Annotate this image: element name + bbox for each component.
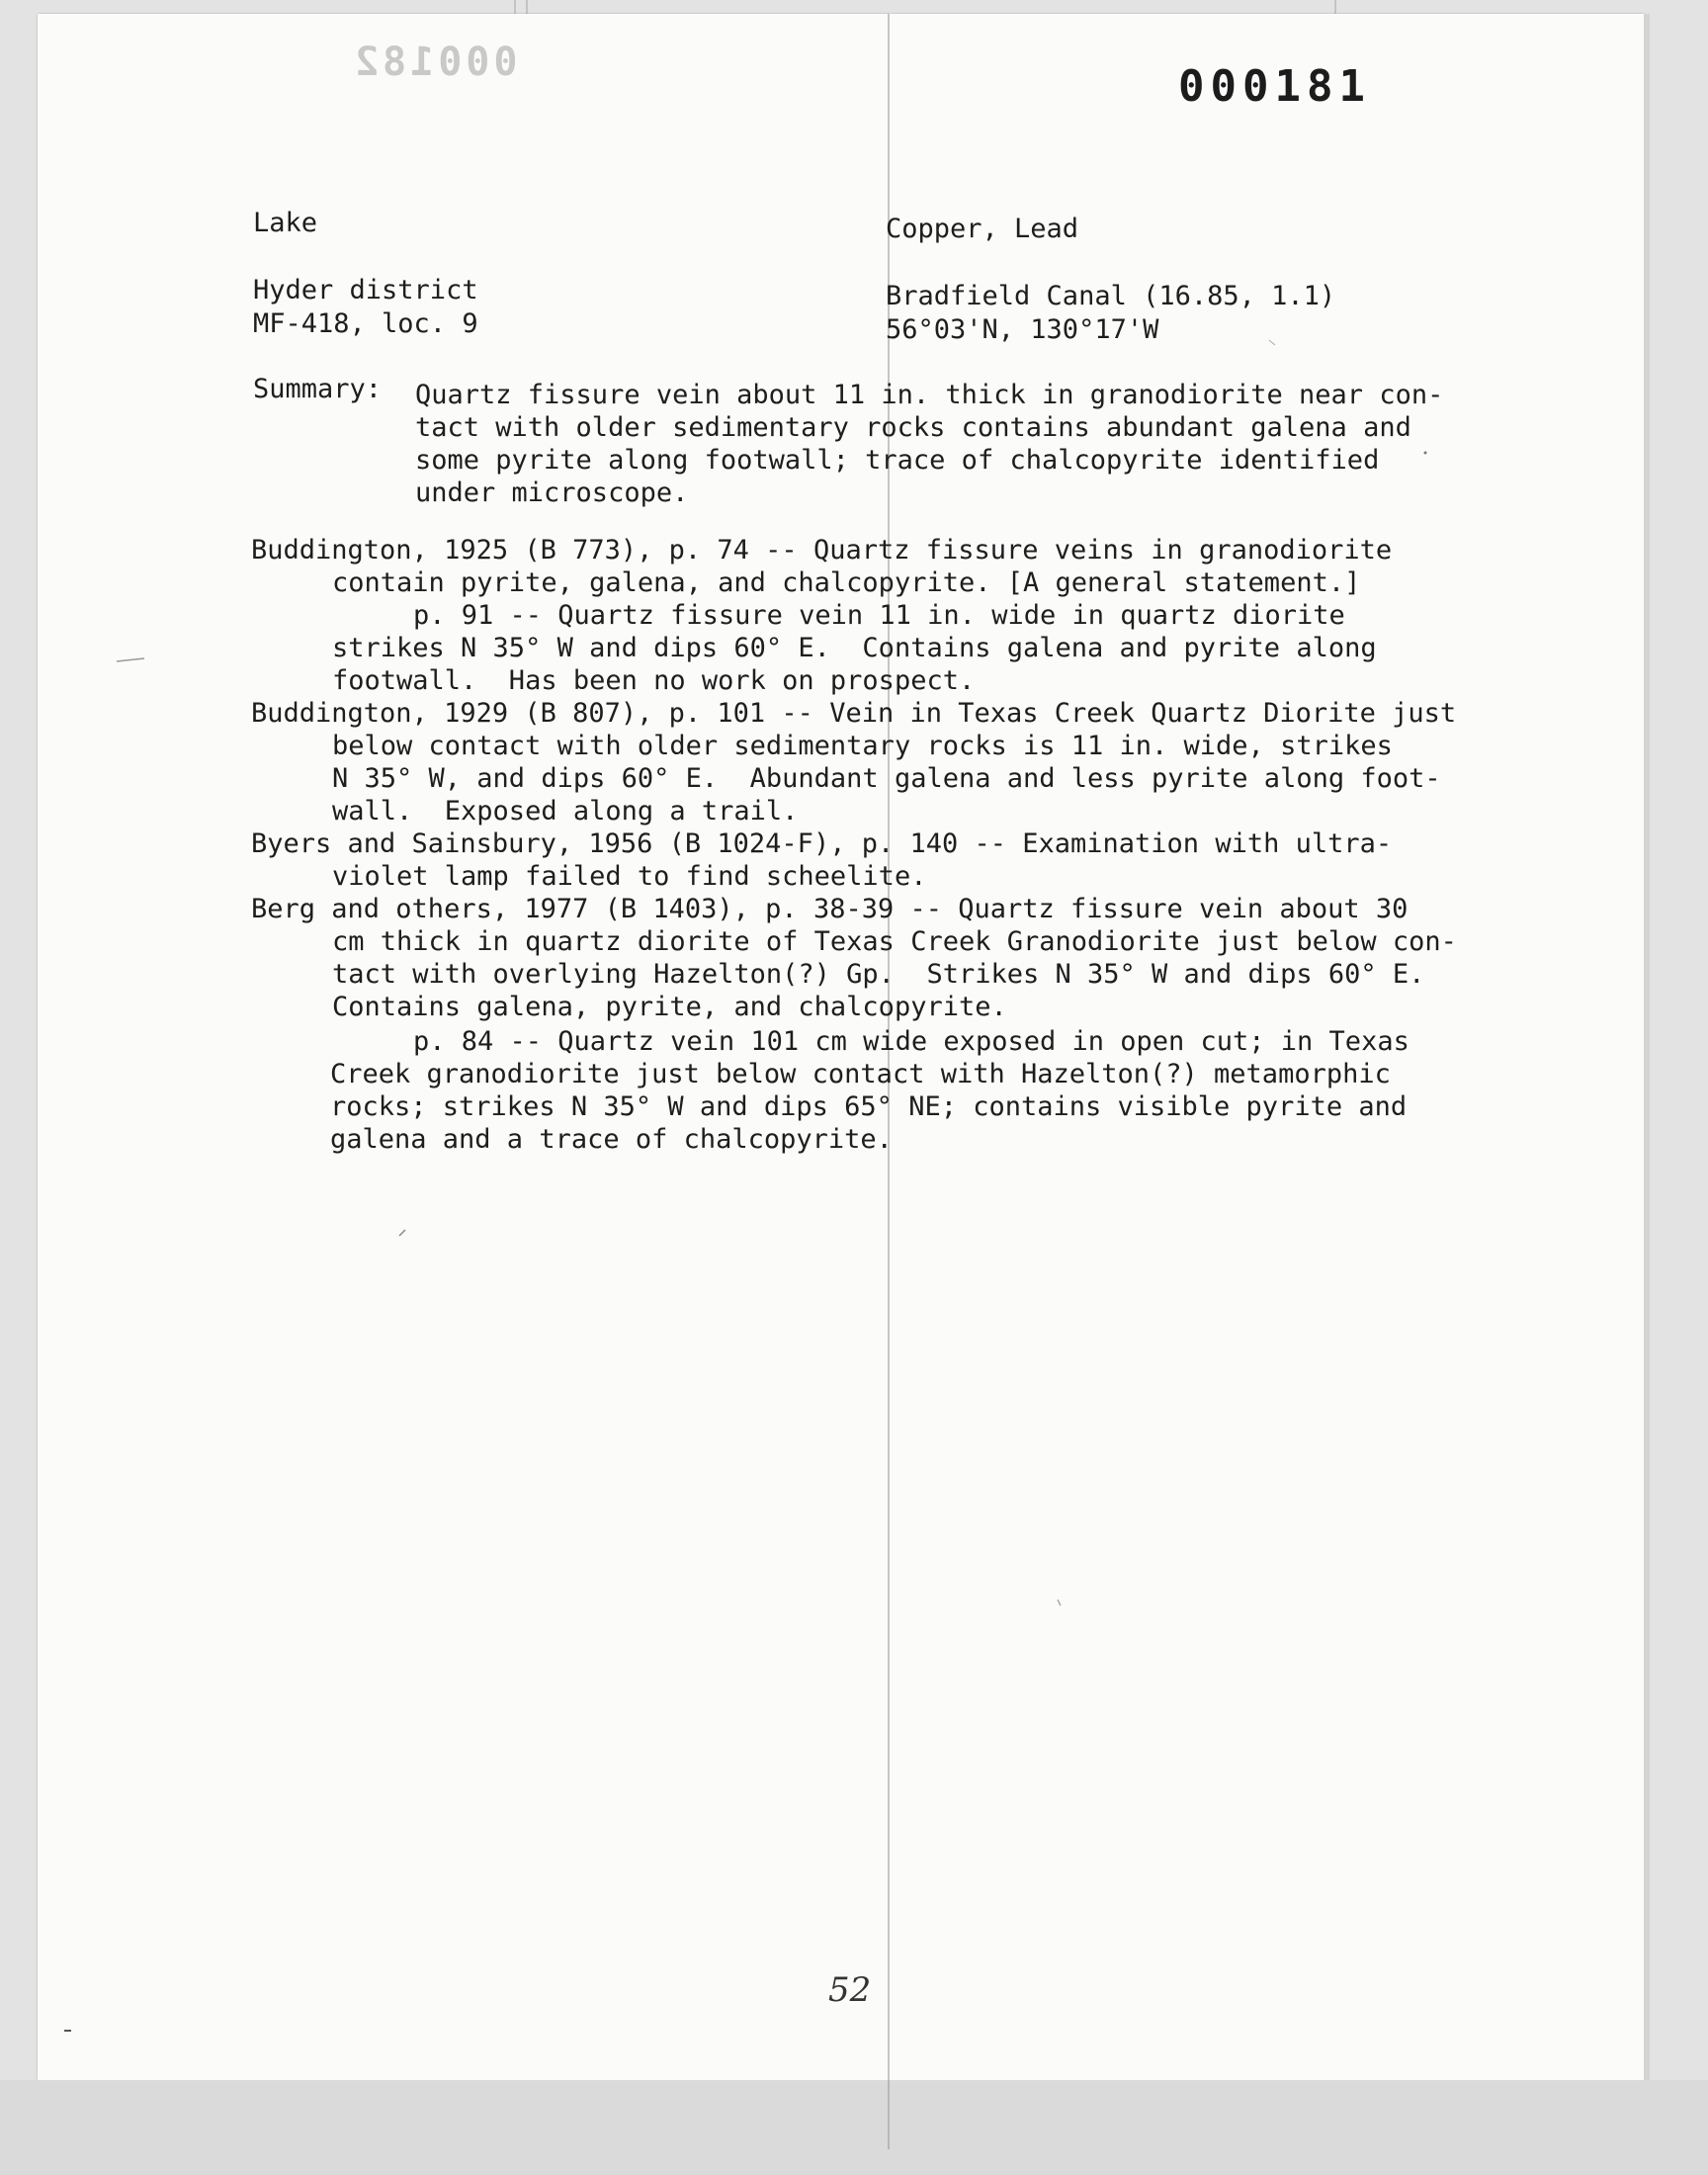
commodity-name: Lake	[253, 208, 318, 238]
district-name: Hyder district	[253, 275, 478, 305]
speck-mark	[399, 1230, 405, 1236]
summary-label: Summary:	[253, 374, 383, 404]
reference-line: Contains galena, pyrite, and chalcopyrite.	[332, 992, 1007, 1022]
reference-line: Berg and others, 1977 (B 1403), p. 38-39 -- Quartz fissure vein about 30	[251, 894, 1409, 924]
reference-line: violet lamp failed to find scheelite.	[332, 861, 927, 892]
reference-line: galena and a trace of chalcopyrite.	[330, 1124, 893, 1155]
reference-line: N 35° W, and dips 60° E. Abundant galena and less pyrite along foot-	[332, 763, 1441, 794]
bleed-through-number: 000182	[351, 40, 518, 85]
reference-line: Buddington, 1929 (B 807), p. 101 -- Vein in Texas Creek Quartz Diorite just	[251, 698, 1457, 729]
speck-mark	[1058, 1600, 1061, 1606]
speck-mark	[1269, 340, 1275, 345]
speck-mark	[117, 658, 144, 661]
summary-line: tact with older sedimentary rocks contains abundant galena and	[415, 412, 1411, 443]
reference-line: rocks; strikes N 35° W and dips 65° NE; contains visible pyrite and	[330, 1091, 1408, 1122]
reference-line: Creek granodiorite just below contact with Hazelton(?) metamorphic	[330, 1059, 1391, 1089]
reference-line: wall. Exposed along a trail.	[332, 796, 799, 826]
reference-line: Buddington, 1925 (B 773), p. 74 -- Quartz fissure veins in granodiorite	[251, 535, 1393, 566]
reference-line: strikes N 35° W and dips 60° E. Contains galena and pyrite along	[332, 633, 1377, 663]
reference-line: Byers and Sainsbury, 1956 (B 1024-F), p. 140 -- Examination with ultra-	[251, 828, 1393, 859]
handwritten-page-number: 52	[828, 1970, 872, 2010]
reference-line: p. 84 -- Quartz vein 101 cm wide exposed in open cut; in Texas	[413, 1026, 1409, 1057]
summary-line: under microscope.	[415, 478, 689, 508]
reference-line: p. 91 -- Quartz fissure vein 11 in. wide in quartz diorite	[413, 600, 1345, 631]
reference-line: footwall. Has been no work on prospect.	[332, 665, 976, 696]
speck-mark	[1424, 452, 1427, 455]
reference-line: tact with overlying Hazelton(?) Gp. Strikes N 35° W and dips 60° E.	[332, 959, 1425, 990]
coordinates: 56°03'N, 130°17'W	[886, 314, 1159, 345]
quadrangle: Bradfield Canal (16.85, 1.1)	[886, 281, 1336, 311]
reference-line: cm thick in quartz diorite of Texas Creek Granodiorite just below con-	[332, 926, 1457, 957]
summary-line: some pyrite along footwall; trace of chalcopyrite identified	[415, 445, 1380, 476]
map-reference: MF-418, loc. 9	[253, 308, 478, 339]
document-number: 000181	[1178, 61, 1371, 112]
summary-line: Quartz fissure vein about 11 in. thick in granodiorite near con-	[415, 380, 1444, 410]
commodity-type: Copper, Lead	[886, 214, 1079, 244]
reference-line: below contact with older sedimentary rocks is 11 in. wide, strikes	[332, 731, 1393, 761]
reference-line: contain pyrite, galena, and chalcopyrite. [A general statement.]	[332, 567, 1361, 598]
